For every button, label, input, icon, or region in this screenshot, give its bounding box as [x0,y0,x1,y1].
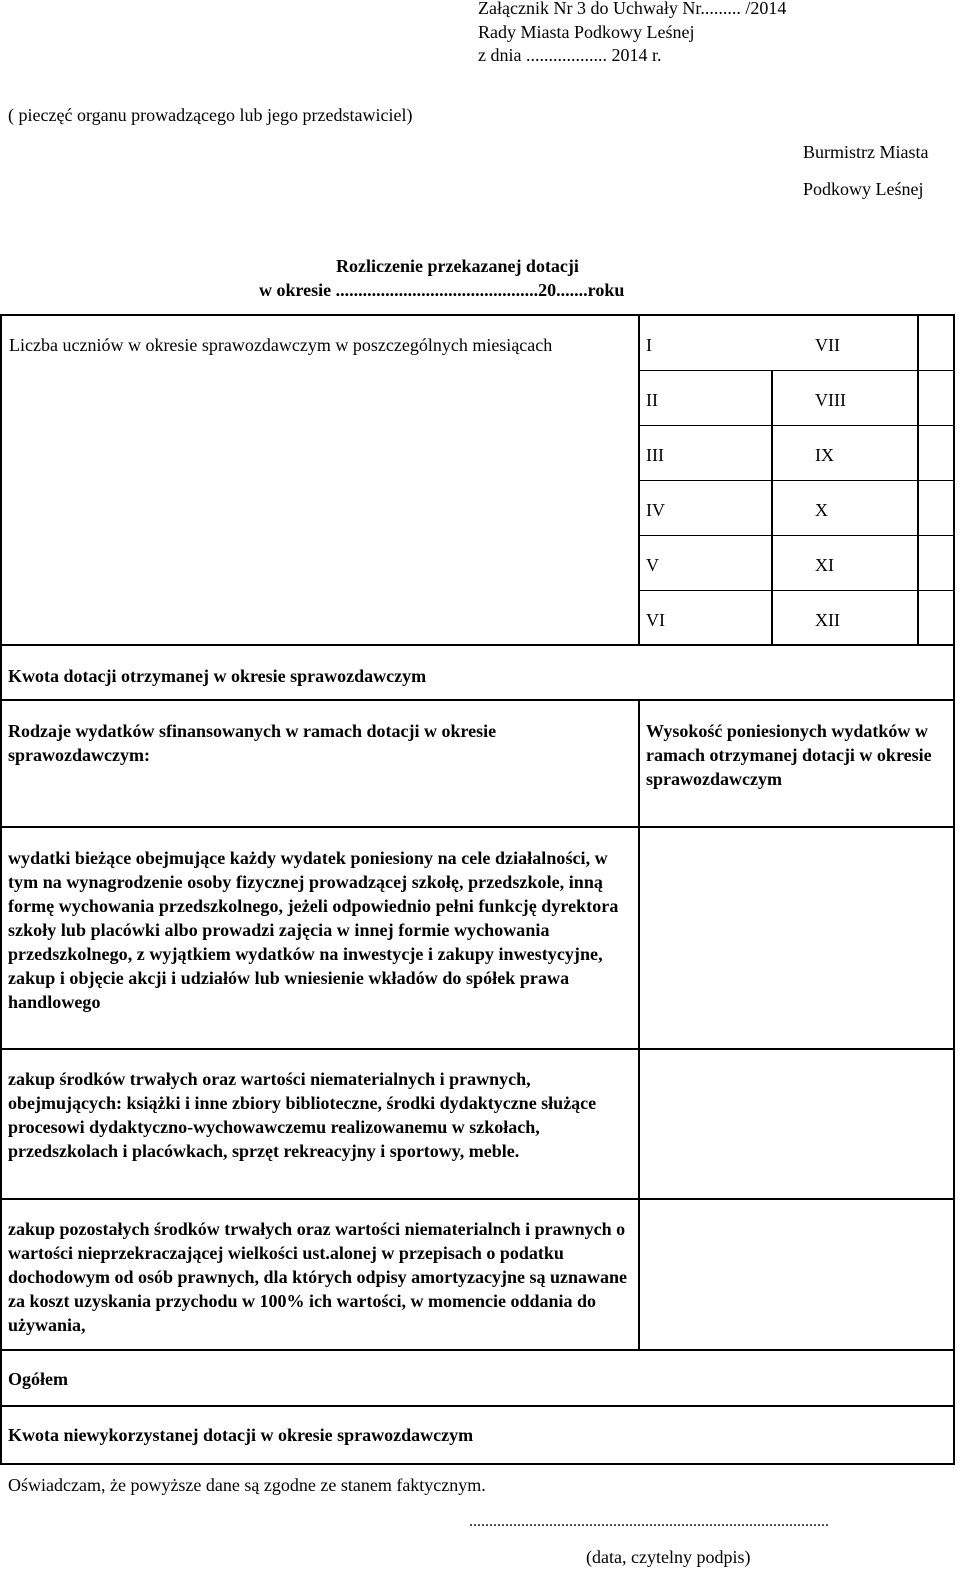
unused-grant-label: Kwota niewykorzystanej dotacji w okresie sprawozdawczym [8,1425,474,1445]
expense-row-other-assets: zakup pozostałych środków trwałych oraz wartości niematerialnch i prawnych o wartości nieprzekraczającej wielkości ust.alonej w przepisach o podatku dochodowym od osób prawnych, dla których odpisy amortyzacyjne są uznawane za koszt uzyskania przychodu w 100% ich wartości, w momencie oddania do używania, [8,1219,628,1335]
month-label: IV [646,500,665,520]
attachment-header [478,0,786,68]
students-label: Liczba uczniów w okresie sprawozdawczym w poszczególnych miesiącach [9,335,553,355]
stamp-label: ( pieczęć organu prowadzącego lub jego przedstawiciel) [8,105,413,125]
month-label: XII [815,610,840,630]
month-label: VI [646,610,665,630]
total-label: Ogółem [8,1369,68,1389]
expense-types-header: Rodzaje wydatków sfinansowanych w ramach dotacji w okresie sprawozdawczym: [8,721,497,765]
recipient-line-1: Burmistrz Miasta [803,142,929,162]
expense-amount-header: Wysokość poniesionych wydatków w ramach otrzymanej dotacji w okresie sprawozdawczym [646,721,932,789]
grant-amount-label: Kwota dotacji otrzymanej w okresie sprawozdawczym [8,666,427,686]
month-label: I [646,335,652,355]
month-label: II [646,390,658,410]
signature-line: .......................................................................................... [469,1513,829,1530]
declaration-text: Oświadczam, że powyższe dane są zgodne ze stanem faktycznym. [8,1475,486,1495]
attachment-line-3: z dnia .................. 2014 r. [478,45,662,65]
signature-caption: (data, czytelny podpis) [586,1547,751,1567]
month-label: V [646,555,659,575]
expense-row-fixed-assets: zakup środków trwałych oraz wartości niematerialnych i prawnych, obejmujących: książki i inne zbiory biblioteczne, środki dydaktyczne służące procesowi dydaktyczno-wychowawczemu realizowanemu w szkołach, przedszkolach i placówkach, sprzęt rekreacyjny i sportowy, meble. [8,1069,597,1161]
month-label: IX [815,445,834,465]
month-label: III [646,445,664,465]
month-label: XI [815,555,834,575]
attachment-line-1: Załącznik Nr 3 do Uchwały Nr......... /2014 [478,0,787,18]
document-period: w okresie .............................................20.......roku [259,280,625,300]
document-title: Rozliczenie przekazanej dotacji [336,256,579,276]
recipient-line-2: Podkowy Leśnej [803,179,924,199]
attachment-line-2: Rady Miasta Podkowy Leśnej [478,21,695,42]
month-label: VIII [815,390,846,410]
expense-row-current: wydatki bieżące obejmujące każdy wydatek poniesiony na cele działalności, w tym na wynagrodzenie osoby fizycznej prowadzącej szkołę, przedszkole, inną formę wychowania przedszkolnego, jeżeli odpowiednio pełni funkcję dyrektora szkoły lub placówki albo prowadzi zajęcia w innej formie wychowania przedszkolnego, z wyjątkiem wydatków na inwestycje i zakupy inwestycyjne, zakup i objęcie akcji i udziałów lub wniesienie wkładów do spółek prawa handlowego [8,848,619,1012]
month-label: X [815,500,828,520]
month-label: VII [815,335,840,355]
